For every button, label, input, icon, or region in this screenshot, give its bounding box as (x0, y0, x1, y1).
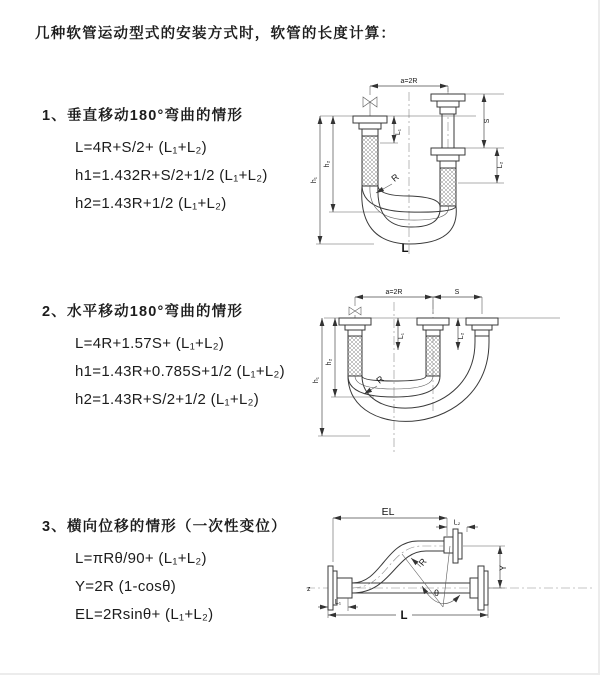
dim-label-el: EL (381, 506, 395, 518)
formula-line: h1=1.432R+S/2+1/2 (L₁+L₂) (75, 167, 268, 184)
dimension-l2 (497, 148, 504, 183)
dim-label-l1: L₁ (398, 332, 405, 340)
valve-icon (349, 307, 361, 318)
dimension-l1 (318, 598, 358, 611)
formula-line: L=4R+S/2+ (L₁+L₂) (75, 139, 207, 156)
centerline-mark: z (307, 586, 311, 593)
formula-line: L=πRθ/90+ (L₁+L₂) (75, 550, 207, 567)
hose-u-bend (348, 342, 489, 421)
dim-label-l2: L₂ (453, 519, 461, 527)
braided-hose-leg (348, 336, 362, 376)
dim-label-l2: L₂ (458, 332, 465, 340)
dimension-l1 (398, 318, 405, 350)
section-1-heading: 1、垂直移动180°弯曲的情形 (42, 108, 244, 124)
dim-label-a2r: a=2R (385, 289, 403, 296)
dim-label-l2: L₂ (497, 161, 504, 169)
dimension-l2 (458, 318, 465, 350)
dimension-s (433, 289, 482, 314)
right-flange-lower (431, 148, 465, 206)
section-3-heading: 3、横向位移的情形（一次性变位） (42, 519, 287, 535)
dim-label-l-total: L (401, 243, 409, 255)
valve-icon (363, 97, 377, 116)
radius-callout (364, 373, 386, 394)
section-1 (42, 104, 268, 218)
formula-line: h1=1.43R+0.785S+1/2 (L₁+L₂) (75, 363, 285, 380)
formula-line: L=4R+1.57S+ (L₁+L₂) (75, 335, 225, 352)
formula-line: h2=1.43R+1/2 (L₁+L₂) (75, 195, 227, 212)
dim-label-l: L (400, 610, 408, 622)
dimension-el (333, 506, 447, 562)
section-3 (42, 515, 287, 629)
diagram-lateral-displacement (300, 500, 600, 655)
right-flange-original (470, 566, 488, 610)
diagram-horizontal-travel-180-bend (310, 284, 590, 464)
braided-hose-leg (440, 168, 456, 206)
dim-label-s: S (484, 118, 491, 124)
dimension-l-total (328, 605, 488, 622)
radius-callout (411, 556, 429, 568)
dim-label-s: S (454, 289, 460, 296)
displaced-hose (352, 541, 444, 593)
formula-line: EL=2Rsinθ+ (L₁+L₂) (75, 606, 214, 623)
section-2 (42, 300, 285, 414)
dim-label-h1: h₁ (313, 376, 320, 384)
dim-label-r: R (374, 373, 386, 386)
left-flange (339, 318, 371, 376)
dim-label-a2r: a=2R (400, 78, 418, 85)
dim-label-l1: L₁ (334, 599, 342, 606)
right-flange-displaced (466, 318, 498, 342)
dim-label-h2: h₂ (324, 160, 331, 168)
formula-line: Y=2R (1-cosθ) (75, 578, 177, 595)
page-title: 几种软管运动型式的安装方式时，软管的长度计算： (35, 26, 397, 42)
dim-label-h2: h₂ (326, 358, 333, 366)
braided-hose-leg (362, 136, 378, 186)
dim-label-theta: θ (434, 588, 440, 598)
dim-label-r: R (389, 171, 401, 184)
left-flange (353, 116, 387, 186)
diagram-vertical-travel-180-bend (308, 72, 548, 267)
middle-flange (417, 318, 449, 376)
braided-hose-leg (426, 336, 440, 376)
dim-label-y: Y (498, 564, 508, 572)
dim-label-l1: L₁ (395, 128, 402, 136)
section-2-heading: 2、水平移动180°弯曲的情形 (42, 304, 244, 320)
dim-label-h1: h₁ (311, 176, 318, 184)
formula-line: h2=1.43R+S/2+1/2 (L₁+L₂) (75, 391, 260, 408)
dim-label-r: R (416, 556, 429, 568)
